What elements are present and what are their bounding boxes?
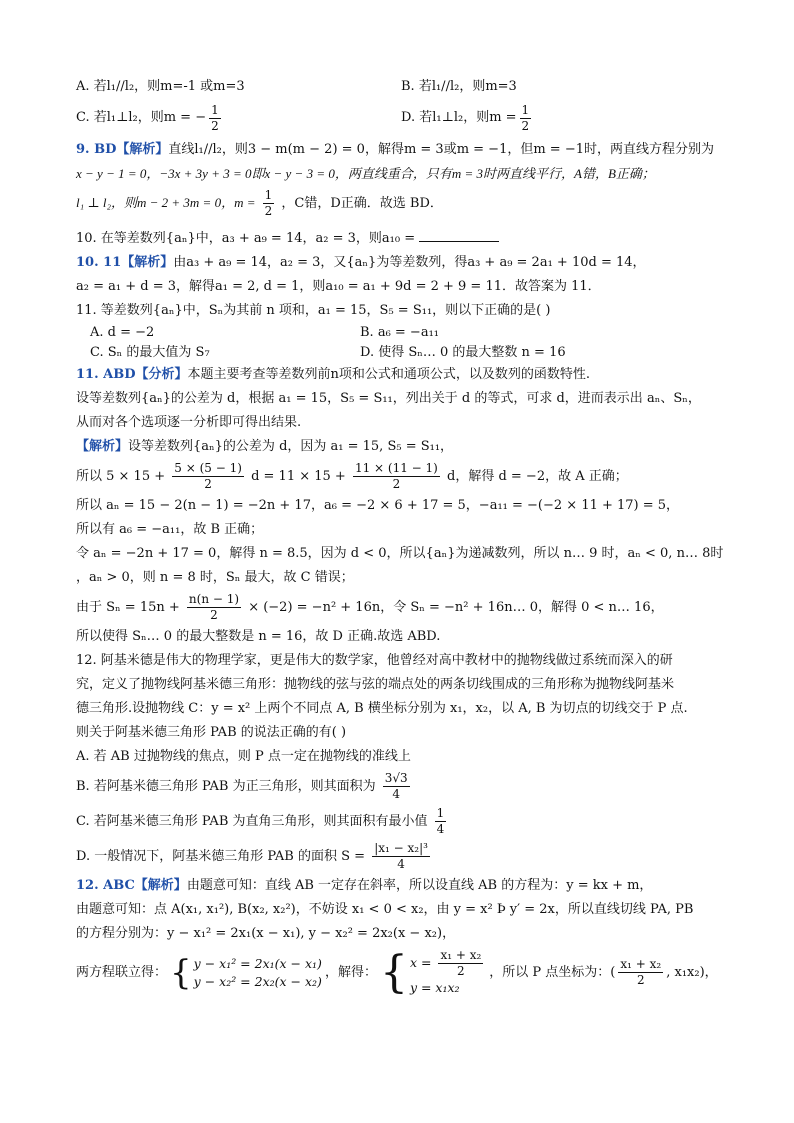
- equation-system-2: { x = $\frac{\text{x₁ + x₂}}{2}$ y = x₁x₂: [379, 946, 482, 998]
- equation-system-1: { y − x₁² = 2x₁(x − x₁) y − x₂² = 2x₂(x − x₂): [170, 952, 322, 993]
- q11-options-row-1: [76, 323, 726, 343]
- jiexi-label: 【解析】: [76, 439, 129, 454]
- q11-line-c1: 令 aₙ = −2n + 17 = 0，解得 n = 8.5，因为 d < 0，所以{aₙ}为递减数列，所以 n… 9 时，aₙ < 0, n… 8时: [76, 546, 724, 561]
- q10-question: 10. 在等差数列{aₙ}中，a₃ + a₉ = 14，a₂ = 3，则a₁₀ =: [76, 227, 726, 251]
- q12-option-d: D. 一般情况下，阿基米德三角形 PAB 的面积 S = $\frac{\text{|x₁ − x₂|³}}{4}$: [76, 841, 428, 871]
- q11-analysis-line-2: 设等差数列{aₙ}的公差为 d，根据 a₁ = 15，S₅ = S₁₁，列出关于 d 的等式，可求 d，进而表示出 aₙ、Sₙ，: [76, 391, 701, 406]
- q11-answer-label: 11. ABD【分析】: [76, 367, 188, 382]
- q12-stem-line-4: 则关于阿基米德三角形 PAB 的说法正确的有( ): [76, 725, 347, 740]
- q12-solution-line-4: 两方程联立得： { y − x₁² = 2x₁(x − x₁) y − x₂² = 2x₂(x − x₂) ，解得： { x = $\frac{\text{x₁ + x₂}}{2}$ y = x₁x₂ ，所以 P 点坐标为：( $\frac{\text{x₁ + x₂}}{2}$ , x₁x₂)，: [76, 946, 718, 998]
- q12-solution-line-1: 12. ABC【解析】由题意可知：直线 AB 一定存在斜率，所以设直线 AB 的方程为：y = kx + m，: [76, 878, 653, 893]
- q11-option-c: C. Sₙ 的最大值为 S₇: [90, 345, 210, 360]
- fraction: $\frac{5 \times (5 - 1)}{2}$: [174, 461, 242, 491]
- q12-answer-label: 12. ABC【解析】: [76, 878, 187, 893]
- fraction: $\frac{11 \times (11 - 1)}{2}$: [354, 461, 438, 491]
- q10-solution-line-1: 10. 11【解析】由a₃ + a₉ = 14，a₂ = 3，又{aₙ}为等差数列，得a₃ + a₉ = 2a₁ + 10d = 14，: [76, 255, 646, 270]
- q11-line-an: 所以 aₙ = 15 − 2(n − 1) = −2n + 17，a₆ = −2 × 6 + 17 = 5，−a₁₁ = −(−2 × 11 + 17) = 5，: [76, 498, 680, 513]
- q8-options-row-2: [76, 98, 726, 138]
- q12-option-c: C. 若阿基米德三角形 PAB 为直角三角形，则其面积有最小值 $\frac{1}{4}$: [76, 806, 445, 836]
- q12-stem-line-1: 12. 阿基米德是伟大的物理学家，更是伟大的数学家，他曾经对高中教材中的抛物线做过系统而深入的研: [76, 653, 673, 668]
- q12-stem-line-3: 德三角形.设抛物线 C：y = x² 上两个不同点 A, B 横坐标分别为 x₁，x₂，以 A, B 为切点的切线交于 P 点.: [76, 701, 688, 716]
- q10-answer-label: 10. 11【解析】: [76, 255, 174, 270]
- q11-options-row-2: [76, 343, 726, 363]
- q8-options-row-1: [76, 76, 726, 98]
- left-brace-icon: {: [170, 952, 192, 993]
- q11-line-final: 所以使得 Sₙ… 0 的最大整数是 n = 16，故 D 正确.故选 ABD.: [76, 629, 441, 644]
- q12-solution-line-3: 的方程分别为：y − x₁² = 2x₁(x − x₁), y − x₂² = 2x₂(x − x₂)，: [76, 926, 456, 941]
- q11-option-a: A. d = −2: [90, 325, 155, 340]
- fraction: $\frac{\text{x₁ + x₂}}{2}$: [620, 957, 662, 987]
- q8-option-c: C. 若l₁⊥l₂，则m = − $\frac{1}{2}$: [76, 102, 219, 133]
- q9-solution-line-2: x − y − 1 = 0，−3x + 3y + 3 = 0即x − y − 3 = 0，两直线重合，只有m = 3时两直线平行，A错，B正确；: [76, 166, 655, 181]
- fraction: $\frac{1}{2}$: [211, 102, 219, 133]
- q9-solution-line-3: l₁ ⊥ l₂，则m − 2 + 3m = 0，m = $\frac{1}{2}$ ，C错，D正确．故选 BD．: [76, 188, 443, 218]
- left-brace-icon: {: [379, 946, 408, 998]
- fraction: $\frac{1}{4}$: [436, 806, 445, 836]
- fraction: $\frac{\text{x₁ + x₂}}{2}$: [440, 948, 482, 978]
- q9-solution-line-1: 9. BD【解析】直线l₁//l₂，则3 − m(m − 2) = 0，解得m = 3或m = −1，但m = −1时，两直线方程分别为: [76, 142, 714, 157]
- document-page: [76, 76, 726, 999]
- q11-analysis-line-3: 从而对各个选项逐一分析即可得出结果.: [76, 415, 302, 430]
- q11-line-b: 所以有 a₆ = −a₁₁，故 B 正确；: [76, 522, 264, 537]
- q11-analysis-line-1: 11. ABD【分析】本题主要考查等差数列前n项和公式和通项公式，以及数列的函数特性.: [76, 367, 591, 382]
- q11-option-d: D. 使得 Sₙ… 0 的最大整数 n = 16: [360, 345, 566, 360]
- q12-option-a: A. 若 AB 过抛物线的焦点，则 P 点一定在抛物线的准线上: [76, 749, 411, 764]
- q9-answer-label: 9. BD【解析】: [76, 142, 169, 157]
- q11-line-c2: ，aₙ > 0，则 n = 8 时，Sₙ 最大，故 C 错误；: [76, 570, 354, 585]
- q11-equation-line: 所以 5 × 15 + $\frac{5 \times (5 - 1)}{2}$ d = 11 × 15 + $\frac{11 \times (11 - 1)}{2}$ d，解得 d = −2，故 A 正确；: [76, 461, 628, 491]
- q11-question: 11. 等差数列{aₙ}中，Sₙ为其前 n 项和，a₁ = 15，S₅ = S₁₁，则以下正确的是( ): [76, 303, 551, 318]
- q10-solution-line-2: a₂ = a₁ + d = 3，解得a₁ = 2, d = 1，则a₁₀ = a₁ + 9d = 2 + 9 = 11．故答案为 11．: [76, 279, 601, 294]
- q11-jiexi-line-1: 【解析】设等差数列{aₙ}的公差为 d，因为 a₁ = 15, S₅ = S₁₁，: [76, 439, 454, 454]
- q11-option-b: B. a₆ = −a₁₁: [360, 325, 440, 340]
- q12-option-b: B. 若阿基米德三角形 PAB 为正三角形，则其面积为 $\frac{3√3}{4}$: [76, 771, 408, 801]
- q12-solution-line-2: 由题意可知：点 A(x₁, x₁²), B(x₂, x₂²)，不妨设 x₁ < 0 < x₂，由 y = x² Þ y′ = 2x，所以直线切线 PA, PB: [76, 902, 694, 917]
- fraction: $\frac{3√3}{4}$: [384, 771, 408, 801]
- q11-line-d: 由于 Sₙ = 15n + $\frac{n(n - 1)}{2}$ × (−2) = −n² + 16n，令 Sₙ = −n² + 16n… 0，解得 0 < n… 16，: [76, 592, 664, 622]
- fraction: $\frac{1}{2}$: [521, 102, 530, 133]
- fraction: $\frac{\text{|x₁ − x₂|³}}{4}$: [374, 841, 428, 871]
- q12-stem-line-2: 究，定义了抛物线阿基米德三角形：抛物线的弦与弦的端点处的两条切线围成的三角形称为抛物线阿基米: [76, 677, 675, 692]
- q8-option-b: B. 若l₁//l₂，则m=3: [401, 79, 517, 94]
- q8-option-a: A. 若l₁//l₂，则m=-1 或m=3: [76, 79, 245, 94]
- q8-option-d: D. 若l₁⊥l₂，则m = $\frac{1}{2}$: [401, 102, 530, 133]
- fraction: $\frac{1}{2}$: [264, 188, 273, 218]
- fraction: $\frac{n(n - 1)}{2}$: [188, 592, 240, 622]
- answer-blank: [419, 229, 499, 242]
